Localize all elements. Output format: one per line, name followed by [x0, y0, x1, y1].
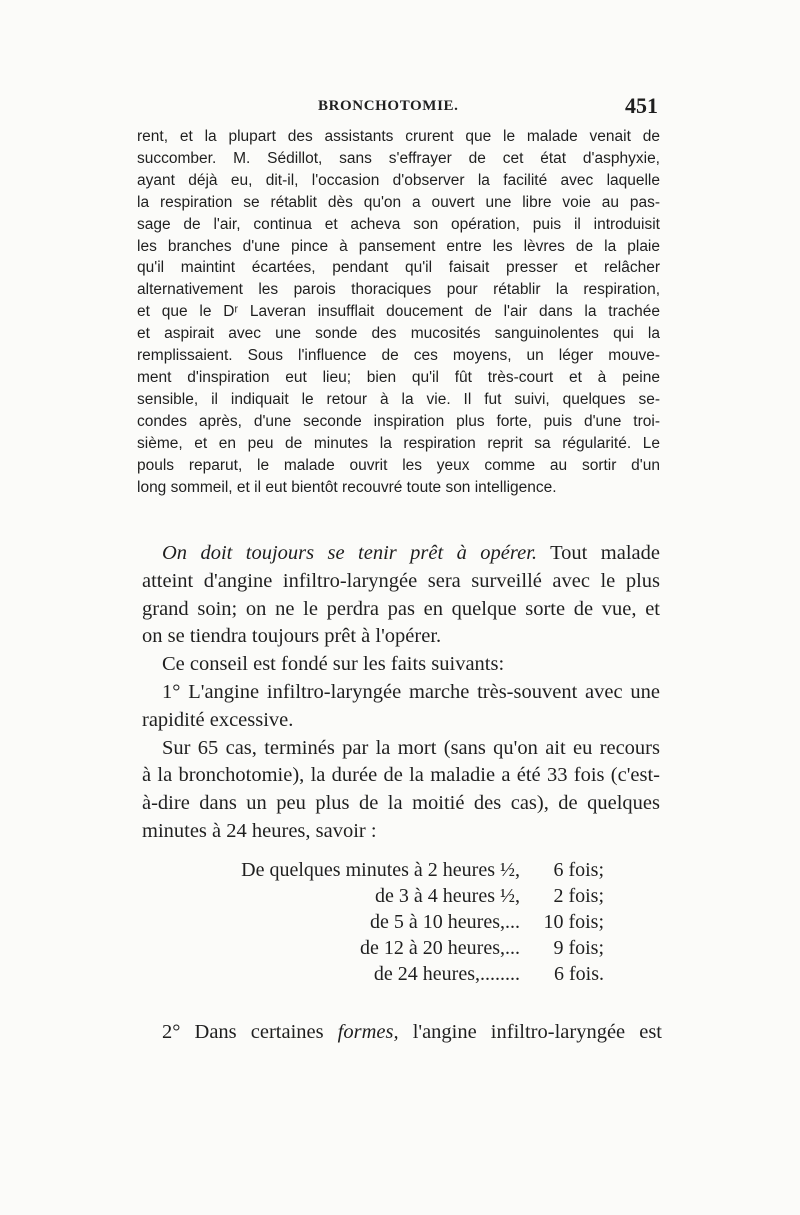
text-line: et que le Dʳ Laveran insufflait doucement de l'air dans la trachée: [137, 303, 660, 321]
text-line: ment d'inspiration eut lieu; bien qu'il fût très-court et à peine: [137, 368, 660, 386]
text-line: remplissaient. Sous l'influence de ces moyens, un léger mouve-: [137, 347, 660, 365]
duration-range: de 12 à 20 heures,...: [360, 937, 520, 959]
running-head: [140, 93, 658, 120]
text-line: et aspirait avec une sonde des mucosités sanguinolentes qui la: [137, 325, 660, 343]
main-text: [142, 540, 660, 846]
text-line: sensible, il indiquait le retour à la vie. Il fut suivi, quelques se-: [137, 390, 660, 408]
text-line: qu'il maintint écartées, pendant qu'il faisait presser et relâcher: [137, 259, 660, 277]
text-line: sième, et en peu de minutes la respiration reprit sa régularité. Le: [137, 434, 660, 452]
text-line: Sur 65 cas, terminés par la mort (sans qu'on ait eu recours: [162, 736, 660, 759]
table-row: [172, 857, 642, 883]
table-row: [172, 909, 642, 935]
case-count: 10 fois;: [543, 911, 604, 933]
text-line: alternativement les parois thoraciques pour rétablir la respiration,: [137, 281, 660, 299]
text-line: ayant déjà eu, dit-il, l'occasion d'observer la facilité avec laquelle: [137, 171, 660, 189]
text-line: long sommeil, et il eut bientôt recouvré toute son intelligence.: [137, 478, 557, 496]
text-line: rent, et la plupart des assistants crurent que le malade venait de: [137, 128, 660, 145]
text-line: à-dire dans un peu plus de la moitié des cas), de quelques: [142, 792, 660, 815]
text-line: grand soin; on ne le perdra pas en quelque sorte de vue, et: [142, 597, 660, 620]
closing-line: [162, 1018, 662, 1046]
duration-range: de 24 heures,........: [373, 963, 520, 985]
case-count: 6 fois;: [553, 859, 604, 881]
duration-range: de 3 à 4 heures ½,: [375, 885, 520, 907]
text-fragment: Tout malade: [537, 542, 660, 564]
case-count: 9 fois;: [553, 937, 604, 959]
text-fragment: l'angine infiltro-laryngée est: [398, 1021, 662, 1043]
duration-range: de 5 à 10 heures,...: [370, 911, 520, 933]
italic-heading: On doit toujours se tenir prêt à opérer.: [162, 542, 538, 564]
text-line: Ce conseil est fondé sur les faits suivants:: [162, 653, 505, 676]
duration-table: [172, 857, 642, 987]
text-line: la respiration se rétablit dès qu'on a ouvert une libre voie au pas-: [137, 193, 660, 211]
italic-word: formes,: [337, 1021, 399, 1043]
text-line: minutes à 24 heures, savoir :: [142, 819, 377, 842]
table-row: [172, 961, 642, 987]
paragraph-opening-line: [142, 540, 660, 568]
case-count: 6 fois.: [554, 963, 604, 985]
running-title: BRONCHOTOMIE.: [318, 98, 459, 114]
text-line: 1° L'angine infiltro-laryngée marche très-souvent avec une: [162, 680, 660, 703]
text-fragment: 2° Dans certaines: [162, 1021, 338, 1043]
text-line: on se tiendra toujours prêt à l'opérer.: [142, 625, 442, 648]
duration-range: De quelques minutes à 2 heures ½,: [241, 859, 520, 881]
text-line: rapidité excessive.: [142, 708, 294, 731]
case-count: 2 fois;: [553, 885, 604, 907]
text-line: sage de l'air, continua et acheva son opération, puis il introduisit: [137, 215, 660, 233]
table-row: [172, 883, 642, 909]
text-line: atteint d'angine infiltro-laryngée sera surveillé avec le plus: [142, 569, 660, 592]
text-line: condes après, d'une seconde inspiration plus forte, puis d'une troi-: [137, 412, 660, 430]
text-line: pouls reparut, le malade ouvrit les yeux comme au sortir d'un: [137, 456, 660, 474]
small-print-paragraph: [137, 126, 660, 498]
text-line: à la bronchotomie), la durée de la maladie a été 33 fois (c'est-: [142, 764, 660, 787]
text-line: les branches d'une pince à pansement entre les lèvres de la plaie: [137, 237, 660, 255]
table-row: [172, 935, 642, 961]
page-number: 451: [625, 93, 658, 118]
text-line: succomber. M. Sédillot, sans s'effrayer de cet état d'asphyxie,: [137, 149, 660, 167]
